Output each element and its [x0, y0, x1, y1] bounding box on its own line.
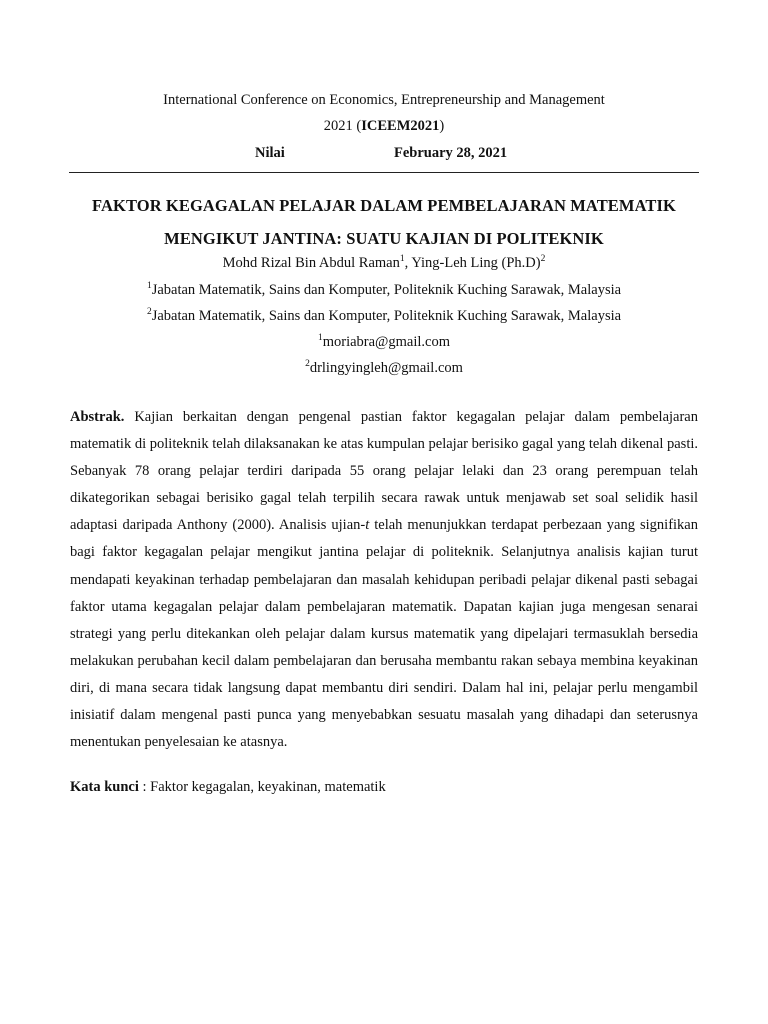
keywords-text: : Faktor kegagalan, keyakinan, matematik — [138, 779, 386, 795]
email-1-sup: 1 — [317, 333, 323, 343]
abstract-text-part1: Kajian berkaitan dengan pengenal pastian faktor kegagalan pelajar dalam pembelajaran matematik di politeknik telah dilaksanakan ke atas kumpulan pelajar berisiko gagal yang telah dikenal pasti. Sebanyak 78 orang pelajar terdiri daripada 55 orang pelajar lelaki dan 23 orang perempuan telah dikategorikan sebagai berisiko gagal telah terpilih secara rawak untuk menjawab set soal selidik hasil adaptasi daripada Anthony (2000). Analisis ujian- — [70, 409, 698, 534]
email-2 — [0, 360, 768, 377]
author-1-sup: 1 — [399, 254, 405, 264]
abstract-label: Abstrak. — [70, 409, 125, 425]
conference-year-text: 2021 ( — [323, 118, 362, 134]
conference-year-close: ) — [439, 118, 445, 134]
author-separator: , — [404, 255, 412, 271]
abstract-italic-t: t — [365, 517, 370, 534]
header-divider — [69, 172, 699, 173]
email-2-text: drlingyingleh@gmail.com — [309, 360, 463, 376]
affiliation-2-sup: 2 — [146, 307, 152, 317]
paper-title-line1: FAKTOR KEGAGALAN PELAJAR DALAM PEMBELAJARAN MATEMATIK — [92, 196, 676, 215]
paper-title-line2: MENGIKUT JANTINA: SUATU KAJIAN DI POLITEKNIK — [164, 229, 604, 248]
author-2: Ying-Leh Ling (Ph.D) — [411, 255, 541, 271]
affiliation-1-sup: 1 — [146, 281, 152, 291]
conference-date: February 28, 2021 — [394, 145, 508, 161]
keywords-label: Kata kunci — [70, 779, 139, 795]
affiliation-1-text: Jabatan Matematik, Sains dan Komputer, Politeknik Kuching Sarawak, Malaysia — [151, 282, 622, 298]
affiliation-2-text: Jabatan Matematik, Sains dan Komputer, Politeknik Kuching Sarawak, Malaysia — [151, 308, 622, 324]
email-2-sup: 2 — [305, 359, 310, 369]
author-2-sup: 2 — [540, 254, 546, 264]
conference-acronym: ICEEM2021 — [361, 118, 440, 134]
conference-name: International Conference on Economics, Entrepreneurship and Management — [163, 92, 605, 108]
email-1-text: moriabra@gmail.com — [322, 334, 451, 350]
author-1: Mohd Rizal Bin Abdul Raman — [222, 255, 400, 271]
email-1 — [0, 334, 768, 351]
affiliation-1 — [0, 282, 768, 299]
author-list — [0, 255, 768, 272]
abstract-paragraph — [70, 404, 698, 756]
conference-location: Nilai — [255, 145, 285, 161]
keywords-line — [70, 779, 698, 796]
paper-title — [40, 189, 728, 255]
abstract-text-part2: telah menunjukkan terdapat perbezaan yang signifikan bagi faktor kegagalan pelajar mengikut jantina pelajar di politeknik. Selanjutnya analisis kajian turut mendapati keyakinan terhadap pembelajaran dan masalah kehidupan peribadi pelajar dikenal pasti sebagai faktor utama kegagalan pelajar dalam pembelajaran matematik. Dapatan kajian juga mengesan senarai strategi yang perlu ditekankan oleh pelajar dalam kursus matematik yang dipelajari termasuklah bersedia melakukan perubahan kecil dalam pembelajaran dan berusaha membantu rakan sebaya membina keyakinan diri, di mana secara tidak langsung dapat membantu diri sendiri. Dalam hal ini, pelajar perlu mengambil inisiatif dalam mengenal pasti punca yang menyebabkan sesuatu masalah yang dihadapi dan seterusnya menentukan penyelesaian ke atasnya. — [70, 517, 698, 751]
conference-location-date — [255, 145, 555, 162]
conference-year — [0, 118, 768, 135]
affiliation-2 — [0, 308, 768, 325]
